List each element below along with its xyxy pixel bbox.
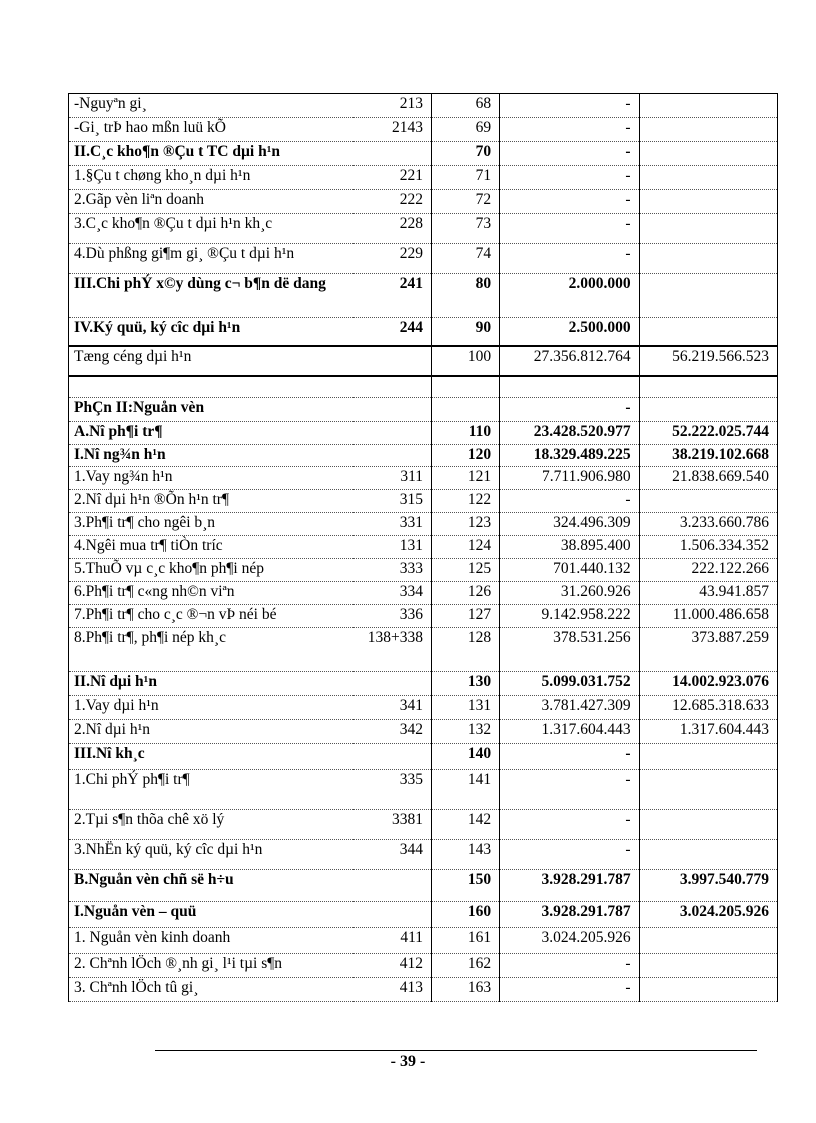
account-number xyxy=(353,142,431,166)
row-code: 130 xyxy=(432,672,500,696)
row-label: 4.Ngêi mua tr¶ tiÒn tríc xyxy=(69,536,354,559)
row-label: 4.Dù phßng gi¶m gi¸ ®Çu t dµi h¹n xyxy=(69,244,354,274)
table-row xyxy=(69,398,778,422)
row-code: 160 xyxy=(432,902,500,928)
row-code: 110 xyxy=(432,422,500,445)
value-closing: 43.941.857 xyxy=(639,582,777,605)
value-opening: 31.260.926 xyxy=(500,582,639,605)
table-row xyxy=(69,605,778,628)
value-closing xyxy=(639,244,777,274)
row-label: IV.Ký quü, ký cîc dµi h¹n xyxy=(69,318,354,346)
table-row xyxy=(69,978,778,1002)
value-closing: 11.000.486.658 xyxy=(639,605,777,628)
account-number: 221 xyxy=(353,166,431,190)
value-closing xyxy=(639,770,777,810)
value-opening: 324.496.309 xyxy=(500,513,639,536)
account-number: 335 xyxy=(353,770,431,810)
value-opening: 38.895.400 xyxy=(500,536,639,559)
account-number: 229 xyxy=(353,244,431,274)
account-number: 333 xyxy=(353,559,431,582)
table-row xyxy=(69,142,778,166)
row-label: 1.§Çu t chøng kho¸n dµi h¹n xyxy=(69,166,354,190)
table-row xyxy=(69,870,778,902)
value-opening: - xyxy=(500,142,639,166)
row-label: 1.Chi phÝ ph¶i tr¶ xyxy=(69,770,354,810)
row-label: Tæng céng dµi h¹n xyxy=(69,346,354,376)
value-opening: 2.500.000 xyxy=(500,318,639,346)
row-code: 128 xyxy=(432,628,500,672)
row-label: II.C¸c kho¶n ®Çu t TC dµi h¹n xyxy=(69,142,354,166)
value-closing xyxy=(639,118,777,142)
account-number xyxy=(353,744,431,770)
value-closing xyxy=(639,490,777,513)
value-opening: - xyxy=(500,978,639,1002)
row-label: II.Nî dµi h¹n xyxy=(69,672,354,696)
value-opening: 23.428.520.977 xyxy=(500,422,639,445)
table-row xyxy=(69,696,778,720)
table-row xyxy=(69,810,778,840)
row-label: 2.Nî dµi h¹n xyxy=(69,720,354,744)
row-label: 2.Tµi s¶n thõa chê xö lý xyxy=(69,810,354,840)
row-code: 163 xyxy=(432,978,500,1002)
row-label: 1. Nguån vèn kinh doanh xyxy=(69,928,354,954)
row-label xyxy=(69,376,354,398)
value-closing: 38.219.102.668 xyxy=(639,445,777,467)
account-number xyxy=(353,870,431,902)
value-closing xyxy=(639,318,777,346)
value-closing: 3.233.660.786 xyxy=(639,513,777,536)
table-row xyxy=(69,346,778,376)
table-row xyxy=(69,318,778,346)
value-closing: 21.838.669.540 xyxy=(639,467,777,490)
row-code: 127 xyxy=(432,605,500,628)
account-number xyxy=(353,672,431,696)
row-code: 68 xyxy=(432,94,500,118)
footer-rule xyxy=(155,1050,757,1051)
row-code: 142 xyxy=(432,810,500,840)
table-row xyxy=(69,490,778,513)
table-row xyxy=(69,274,778,318)
value-closing: 222.122.266 xyxy=(639,559,777,582)
value-opening: 3.024.205.926 xyxy=(500,928,639,954)
row-label: 7.Ph¶i tr¶ cho c¸c ®¬n vÞ néi bé xyxy=(69,605,354,628)
row-code: 80 xyxy=(432,274,500,318)
value-closing xyxy=(639,928,777,954)
account-number xyxy=(353,902,431,928)
row-label: A.Nî ph¶i tr¶ xyxy=(69,422,354,445)
row-code: 123 xyxy=(432,513,500,536)
row-code: 73 xyxy=(432,214,500,244)
row-label: -Gi¸ trÞ hao mßn luü kÕ xyxy=(69,118,354,142)
row-code: 131 xyxy=(432,696,500,720)
value-opening: 3.928.291.787 xyxy=(500,902,639,928)
row-label: I.Nî ng¾n h¹n xyxy=(69,445,354,467)
table-row xyxy=(69,954,778,978)
account-number: 311 xyxy=(353,467,431,490)
account-number: 222 xyxy=(353,190,431,214)
value-opening: - xyxy=(500,190,639,214)
row-code xyxy=(432,376,500,398)
account-number: 331 xyxy=(353,513,431,536)
table-row xyxy=(69,628,778,672)
account-number: 2143 xyxy=(353,118,431,142)
account-number: 131 xyxy=(353,536,431,559)
value-opening: - xyxy=(500,810,639,840)
table-row xyxy=(69,166,778,190)
value-closing: 1.506.334.352 xyxy=(639,536,777,559)
account-number: 241 xyxy=(353,274,431,318)
account-number: 412 xyxy=(353,954,431,978)
value-opening: - xyxy=(500,244,639,274)
value-closing xyxy=(639,274,777,318)
value-closing xyxy=(639,954,777,978)
value-closing: 3.997.540.779 xyxy=(639,870,777,902)
table-row xyxy=(69,214,778,244)
account-number: 213 xyxy=(353,94,431,118)
table-row xyxy=(69,376,778,398)
row-code: 122 xyxy=(432,490,500,513)
row-code: 150 xyxy=(432,870,500,902)
value-opening: - xyxy=(500,118,639,142)
row-label: 1.Vay ng¾n h¹n xyxy=(69,467,354,490)
value-closing: 3.024.205.926 xyxy=(639,902,777,928)
value-closing xyxy=(639,810,777,840)
row-code: 70 xyxy=(432,142,500,166)
value-closing: 52.222.025.744 xyxy=(639,422,777,445)
value-closing xyxy=(639,744,777,770)
table-row xyxy=(69,840,778,870)
value-closing xyxy=(639,142,777,166)
value-opening: 5.099.031.752 xyxy=(500,672,639,696)
row-label: 2. Chªnh lÖch ®¸nh gi¸ l¹i tµi s¶n xyxy=(69,954,354,978)
value-opening: - xyxy=(500,744,639,770)
account-number xyxy=(353,422,431,445)
value-closing: 373.887.259 xyxy=(639,628,777,672)
account-number: 138+338 xyxy=(353,628,431,672)
table-row xyxy=(69,720,778,744)
value-closing xyxy=(639,376,777,398)
value-closing xyxy=(639,214,777,244)
value-opening: - xyxy=(500,770,639,810)
value-closing xyxy=(639,978,777,1002)
table-row xyxy=(69,582,778,605)
row-code: 120 xyxy=(432,445,500,467)
account-number: 342 xyxy=(353,720,431,744)
page-number: - 39 - xyxy=(390,1053,426,1070)
row-label: 1.Vay dµi h¹n xyxy=(69,696,354,720)
row-code xyxy=(432,398,500,422)
table-row xyxy=(69,422,778,445)
table-row xyxy=(69,244,778,274)
table-row xyxy=(69,902,778,928)
row-code: 162 xyxy=(432,954,500,978)
value-opening: - xyxy=(500,398,639,422)
table-row xyxy=(69,190,778,214)
row-code: 143 xyxy=(432,840,500,870)
table-row xyxy=(69,445,778,467)
value-opening: - xyxy=(500,214,639,244)
row-code: 140 xyxy=(432,744,500,770)
table-row xyxy=(69,928,778,954)
table-row xyxy=(69,770,778,810)
table-row xyxy=(69,559,778,582)
value-opening: 18.329.489.225 xyxy=(500,445,639,467)
value-closing xyxy=(639,166,777,190)
row-code: 141 xyxy=(432,770,500,810)
row-label: 3. Chªnh lÖch tû gi¸ xyxy=(69,978,354,1002)
table-row xyxy=(69,94,778,118)
row-code: 74 xyxy=(432,244,500,274)
row-label: PhÇn II:Nguån vèn xyxy=(69,398,354,422)
balance-sheet-table xyxy=(68,93,778,1002)
value-opening: 9.142.958.222 xyxy=(500,605,639,628)
table-row xyxy=(69,467,778,490)
row-label: 5.ThuÕ vµ c¸c kho¶n ph¶i nép xyxy=(69,559,354,582)
row-code: 90 xyxy=(432,318,500,346)
row-code: 126 xyxy=(432,582,500,605)
row-label: III.Chi phÝ x©y dùng c¬ b¶n dë dang xyxy=(69,274,354,318)
row-label: 3.NhËn ký quü, ký cîc dµi h¹n xyxy=(69,840,354,870)
table-row xyxy=(69,513,778,536)
account-number: 411 xyxy=(353,928,431,954)
value-closing: 14.002.923.076 xyxy=(639,672,777,696)
value-closing: 12.685.318.633 xyxy=(639,696,777,720)
value-opening: 378.531.256 xyxy=(500,628,639,672)
row-label: B.Nguån vèn chñ së h÷u xyxy=(69,870,354,902)
account-number: 315 xyxy=(353,490,431,513)
account-number: 336 xyxy=(353,605,431,628)
value-opening: 3.781.427.309 xyxy=(500,696,639,720)
row-label: III.Nî kh¸c xyxy=(69,744,354,770)
value-opening: - xyxy=(500,840,639,870)
value-closing xyxy=(639,190,777,214)
value-opening: - xyxy=(500,954,639,978)
row-code: 100 xyxy=(432,346,500,376)
account-number: 341 xyxy=(353,696,431,720)
table-row xyxy=(69,118,778,142)
value-opening: - xyxy=(500,166,639,190)
value-closing xyxy=(639,398,777,422)
value-opening: - xyxy=(500,490,639,513)
account-number xyxy=(353,346,431,376)
account-number xyxy=(353,445,431,467)
value-opening: - xyxy=(500,94,639,118)
row-code: 124 xyxy=(432,536,500,559)
row-code: 161 xyxy=(432,928,500,954)
row-label: I.Nguån vèn – quü xyxy=(69,902,354,928)
value-opening: 2.000.000 xyxy=(500,274,639,318)
value-opening: 1.317.604.443 xyxy=(500,720,639,744)
value-closing xyxy=(639,94,777,118)
account-number xyxy=(353,398,431,422)
row-label: 6.Ph¶i tr¶ c«ng nh©n viªn xyxy=(69,582,354,605)
value-opening xyxy=(500,376,639,398)
row-label: 3.C¸c kho¶n ®Çu t dµi h¹n kh¸c xyxy=(69,214,354,244)
value-opening: 701.440.132 xyxy=(500,559,639,582)
table-row xyxy=(69,672,778,696)
value-closing xyxy=(639,840,777,870)
row-code: 132 xyxy=(432,720,500,744)
table-row xyxy=(69,744,778,770)
row-label: 2.Nî dµi h¹n ®Õn h¹n tr¶ xyxy=(69,490,354,513)
row-label: -Nguyªn gi¸ xyxy=(69,94,354,118)
row-code: 72 xyxy=(432,190,500,214)
account-number: 334 xyxy=(353,582,431,605)
value-closing: 1.317.604.443 xyxy=(639,720,777,744)
table-row xyxy=(69,536,778,559)
account-number xyxy=(353,376,431,398)
account-number: 244 xyxy=(353,318,431,346)
row-code: 121 xyxy=(432,467,500,490)
value-opening: 3.928.291.787 xyxy=(500,870,639,902)
value-opening: 27.356.812.764 xyxy=(500,346,639,376)
account-number: 228 xyxy=(353,214,431,244)
row-code: 71 xyxy=(432,166,500,190)
account-number: 413 xyxy=(353,978,431,1002)
row-label: 2.Gãp vèn liªn doanh xyxy=(69,190,354,214)
value-opening: 7.711.906.980 xyxy=(500,467,639,490)
account-number: 3381 xyxy=(353,810,431,840)
row-code: 125 xyxy=(432,559,500,582)
account-number: 344 xyxy=(353,840,431,870)
row-code: 69 xyxy=(432,118,500,142)
row-label: 3.Ph¶i tr¶ cho ngêi b¸n xyxy=(69,513,354,536)
value-closing: 56.219.566.523 xyxy=(639,346,777,376)
row-label: 8.Ph¶i tr¶, ph¶i nép kh¸c xyxy=(69,628,354,672)
